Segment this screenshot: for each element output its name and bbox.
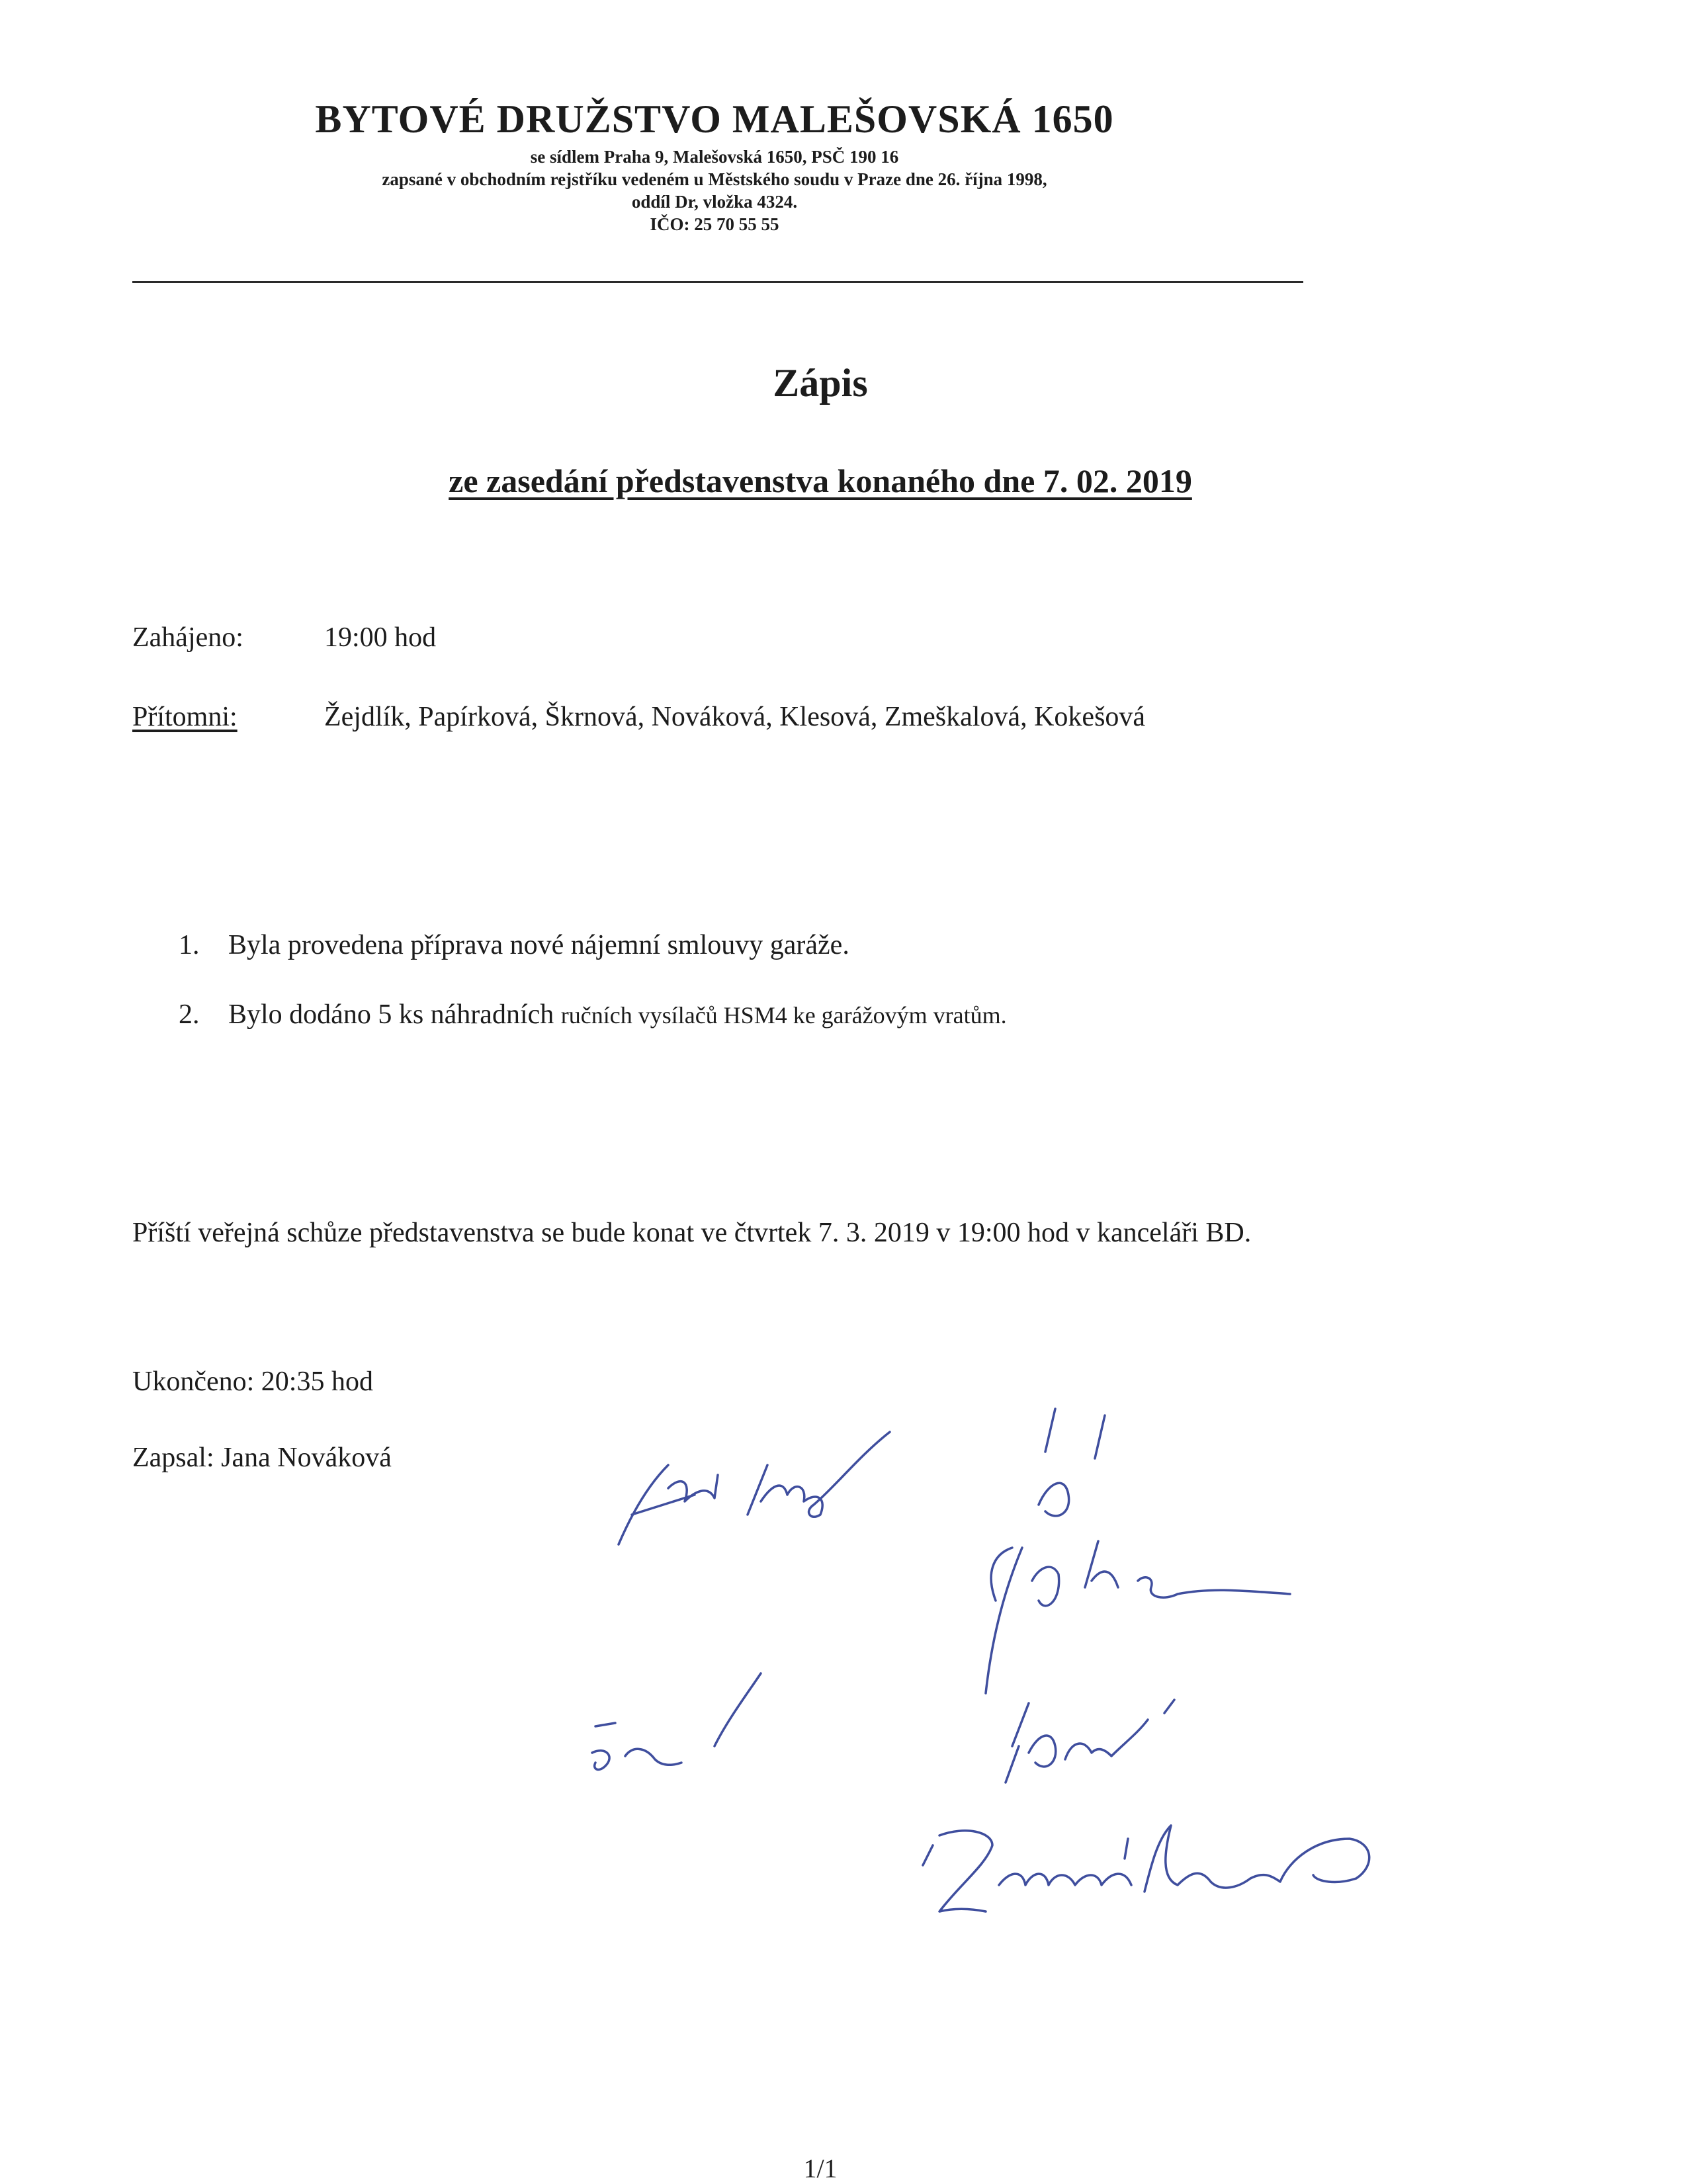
- signature-skrnova: [592, 1673, 761, 1769]
- organization-name: BYTOVÉ DRUŽSTVO MALEŠOVSKÁ 1650: [315, 97, 1114, 141]
- recorded-by: Zapsal: Jana Nováková: [132, 1443, 392, 1473]
- item-text: Byla provedena příprava nové nájemní smlouvy garáže.: [228, 930, 849, 960]
- signature-ink: [592, 1409, 1369, 1911]
- item-text: [228, 999, 1007, 1030]
- closing-time: Ukončeno: 20:35 hod: [132, 1366, 373, 1397]
- item-text-main: Bylo dodáno 5 ks náhradních: [228, 999, 554, 1030]
- page-number: 1/1: [803, 2154, 838, 2183]
- signature-zmeskalova: [923, 1826, 1369, 1911]
- organization-registry-section: oddíl Dr, vložka 4324.: [631, 192, 798, 212]
- organization-registry: zapsané v obchodním rejstříku vedeném u Městského soudu v Praze dne 26. října 1998,: [382, 169, 1047, 189]
- letterhead: [132, 93, 1297, 235]
- organization-ico: IČO: 25 70 55 55: [650, 214, 779, 234]
- opening-label: Zahájeno:: [132, 622, 243, 653]
- signature-klesova: [1006, 1700, 1174, 1783]
- opening-value: 19:00 hod: [324, 622, 437, 653]
- present-value: Žejdlík, Papírková, Škrnová, Nováková, Klesová, Zmeškalová, Kokešová: [324, 702, 1146, 732]
- signature-zejdlik: [619, 1432, 890, 1544]
- item-number: 1.: [179, 930, 200, 960]
- item-number: 2.: [179, 999, 200, 1030]
- signature-papirkova: [986, 1409, 1290, 1693]
- document-subtitle-text: ze zasedání představenstva konaného dne 7. 02. 2019: [449, 462, 1192, 499]
- organization-seat: se sídlem Praha 9, Malešovská 1650, PSČ 190 16: [530, 147, 899, 167]
- document-subtitle: [0, 462, 1641, 500]
- letterhead-divider: [132, 281, 1303, 283]
- present-label: Přítomni:: [132, 702, 238, 732]
- next-meeting-note: Příští veřejná schůze představenstva se bude konat ve čtvrtek 7. 3. 2019 v 19:00 hod v kanceláři BD.: [132, 1218, 1252, 1248]
- item-text-small: ručních vysílačů HSM4 ke garážovým vratům.: [560, 1002, 1007, 1029]
- document-title: Zápis: [773, 361, 868, 405]
